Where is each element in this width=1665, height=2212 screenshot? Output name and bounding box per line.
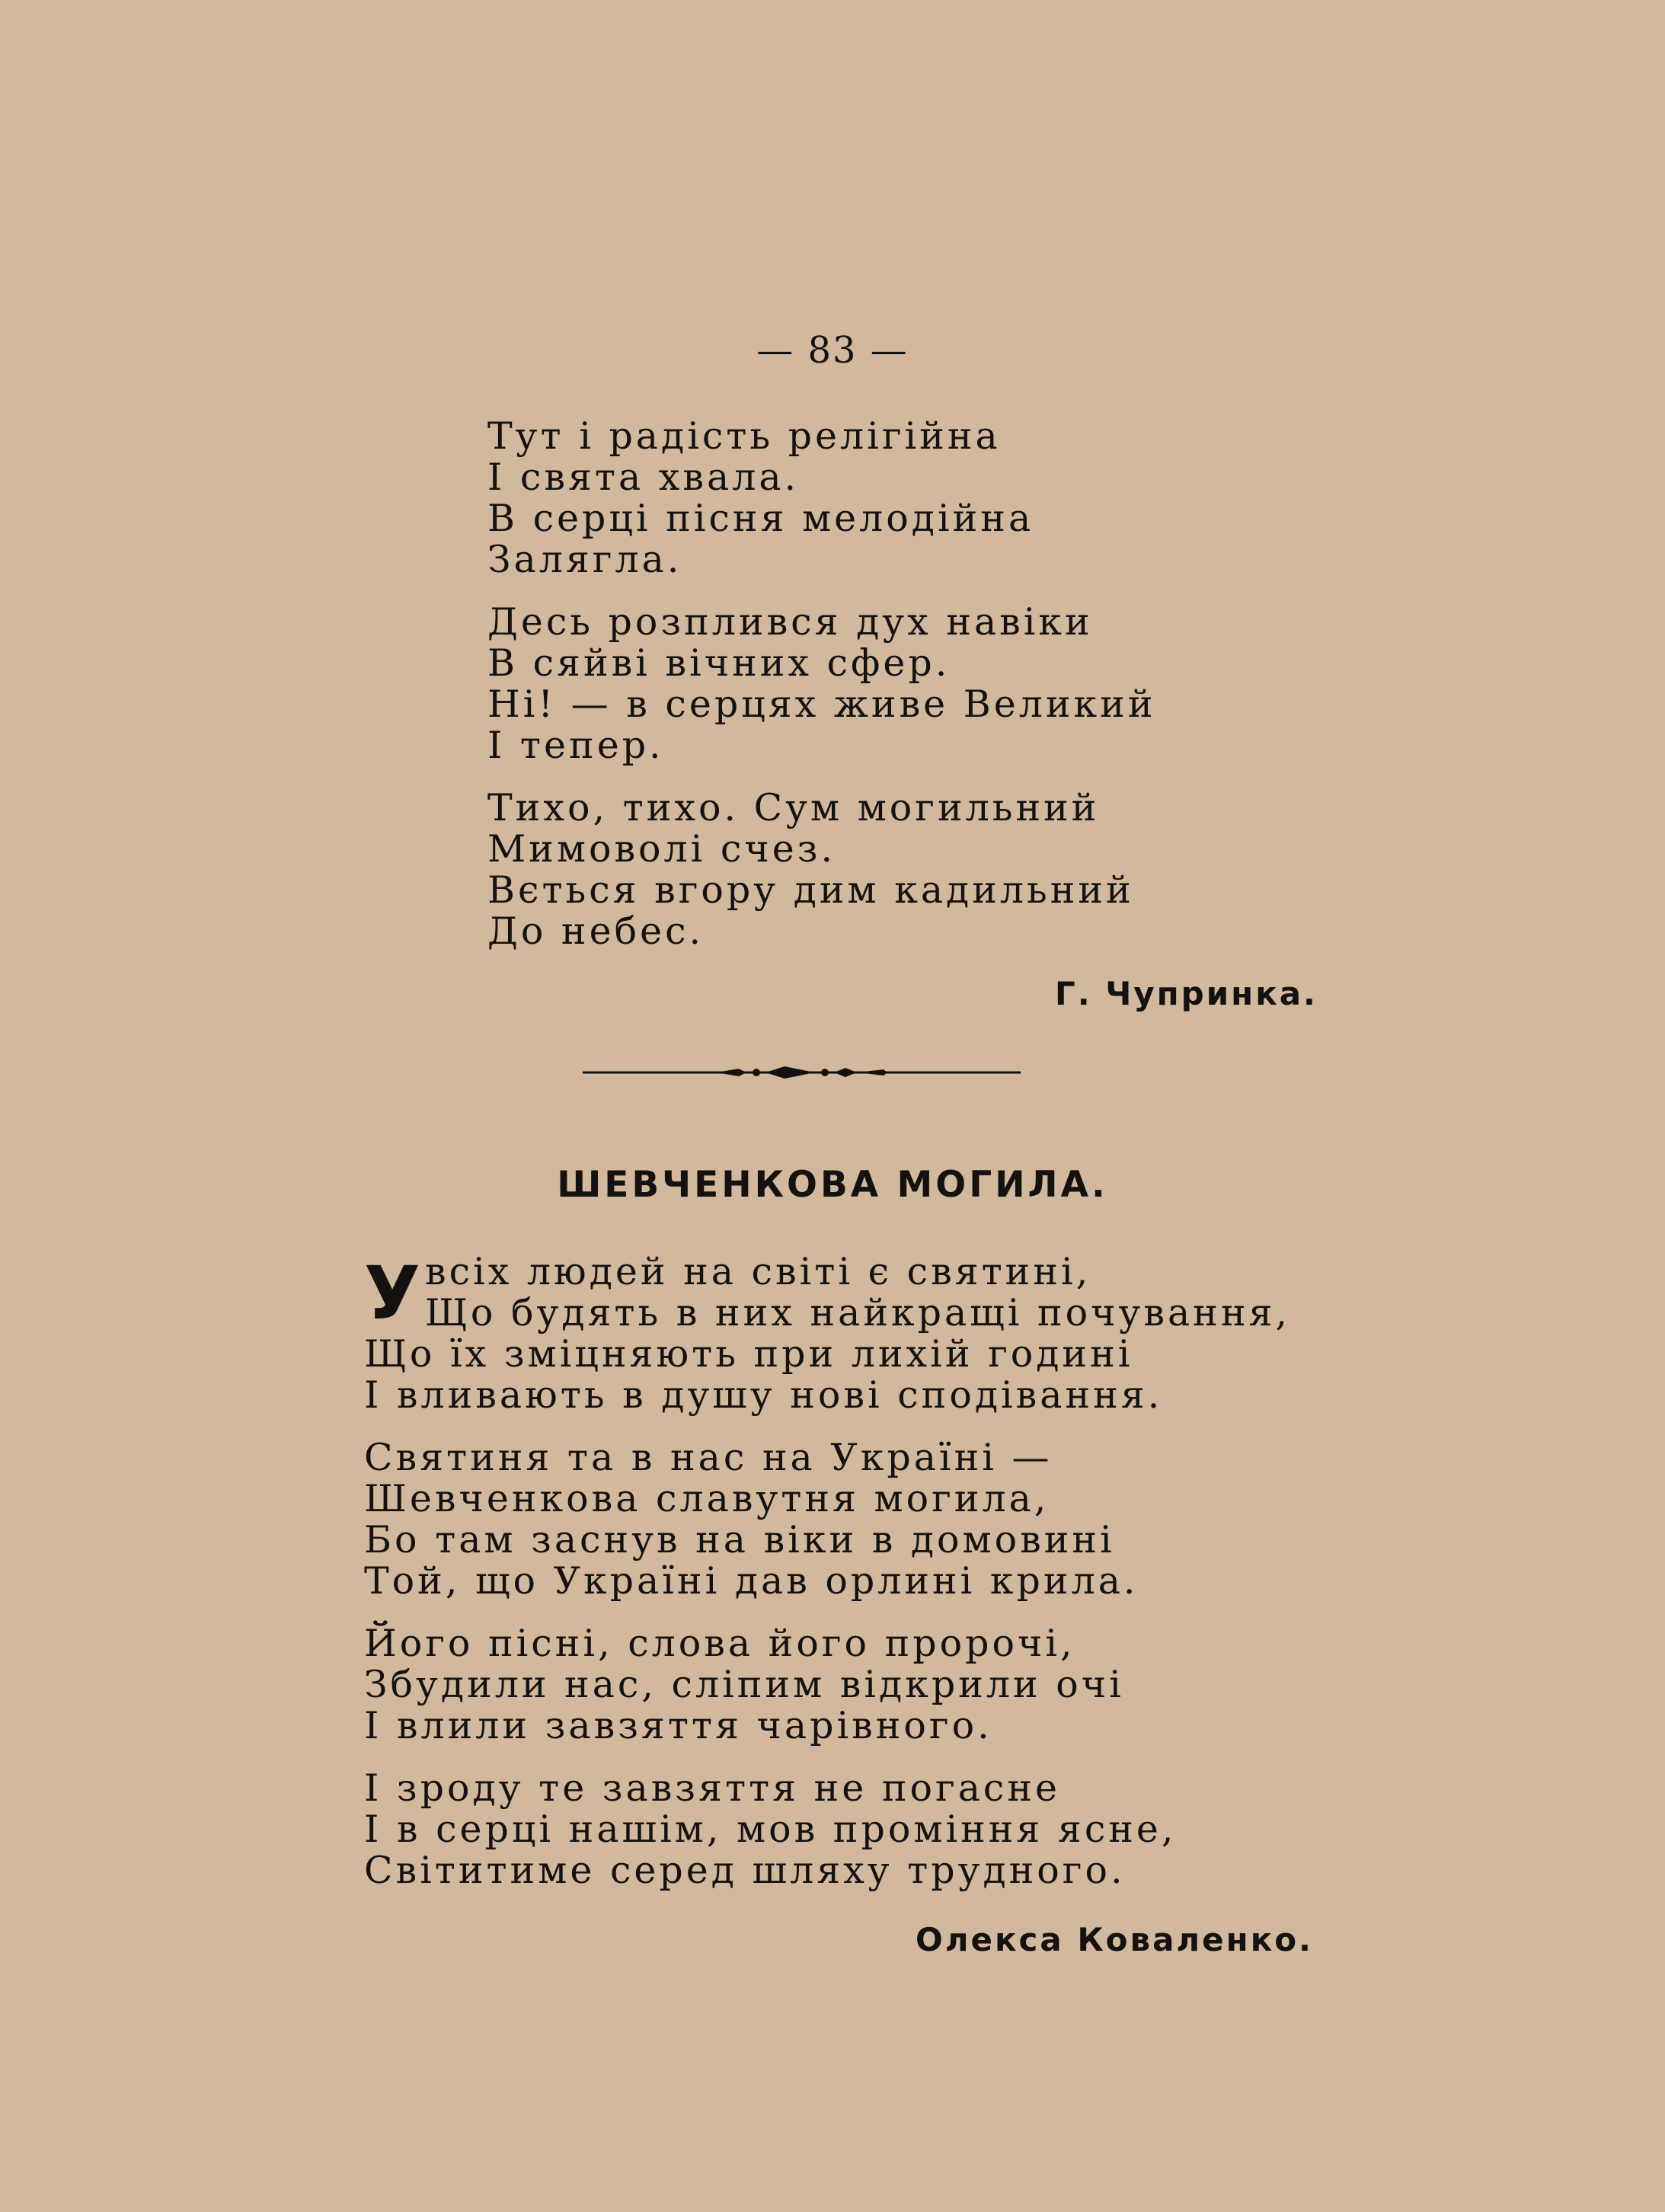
verse-line: В серці пісня мелодійна [487, 497, 1034, 540]
drop-cap-letter: У [364, 1251, 421, 1336]
verse-line: Бо там заснув на віки в домовині [364, 1518, 1115, 1562]
stanza-break [364, 1602, 1290, 1623]
verse-line: всіх людей на світі є святині, [425, 1250, 1091, 1293]
verse-line: І тепер. [487, 724, 664, 767]
verse-line: В сяйві вічних сфер. [487, 641, 951, 685]
page-number: — 83 — [756, 329, 909, 372]
verse-line: Десь розплився дух навіки [487, 600, 1093, 644]
verse-line: Залягла. [487, 538, 682, 581]
verse-line: Що будять в них найкращі почування, [425, 1291, 1290, 1335]
divider-ornament-icon [583, 1057, 1021, 1088]
verse-line: І влили завзяття чарівного. [364, 1704, 992, 1747]
stanza-break [487, 766, 1155, 788]
verse-line: І в серці нашім, мов проміння ясне, [364, 1808, 1177, 1851]
verse-line: До небес. [487, 909, 705, 953]
verse-line: Мимоволі счез. [487, 827, 836, 871]
poem-second [364, 1251, 1290, 1891]
verse-line: Тихо, тихо. Сум могильний [487, 786, 1100, 830]
verse-line: І свята хвала. [487, 456, 800, 499]
stanza-break [364, 1747, 1290, 1768]
poem-author-signature: Олекса Коваленко. [916, 1921, 1314, 1958]
verse-line: І вливають в душу нові сподівання. [364, 1373, 1163, 1417]
poem-title: ШЕВЧЕНКОВА МОГИЛА. [557, 1164, 1108, 1206]
verse-line: Вється вгору дим кадильний [487, 868, 1134, 912]
verse-line: Шевченкова славутня могила, [364, 1477, 1050, 1520]
verse-line: І зроду те завзяття не погасне [364, 1766, 1061, 1810]
verse-line: Що їх зміцняють при лихій годині [364, 1332, 1133, 1376]
stanza-break [364, 1416, 1290, 1437]
verse-line: Тут і радість релігійна [487, 414, 1001, 458]
verse-line: Святиня та в нас на Україні — [364, 1436, 1053, 1479]
verse-line: Збудили нас, сліпим відкрили очі [364, 1663, 1124, 1706]
verse-line: Ні! — в серцях живе Великий [487, 682, 1156, 726]
poem-first [487, 416, 1155, 952]
stanza-break [487, 580, 1155, 602]
poem-author-signature: Г. Чупринка. [1055, 975, 1318, 1012]
verse-line: Світитиме серед шляху трудного. [364, 1849, 1126, 1892]
verse-line: Той, що Україні дав орлині крила. [364, 1559, 1139, 1603]
verse-line: Його пісні, слова його пророчі, [364, 1622, 1075, 1665]
